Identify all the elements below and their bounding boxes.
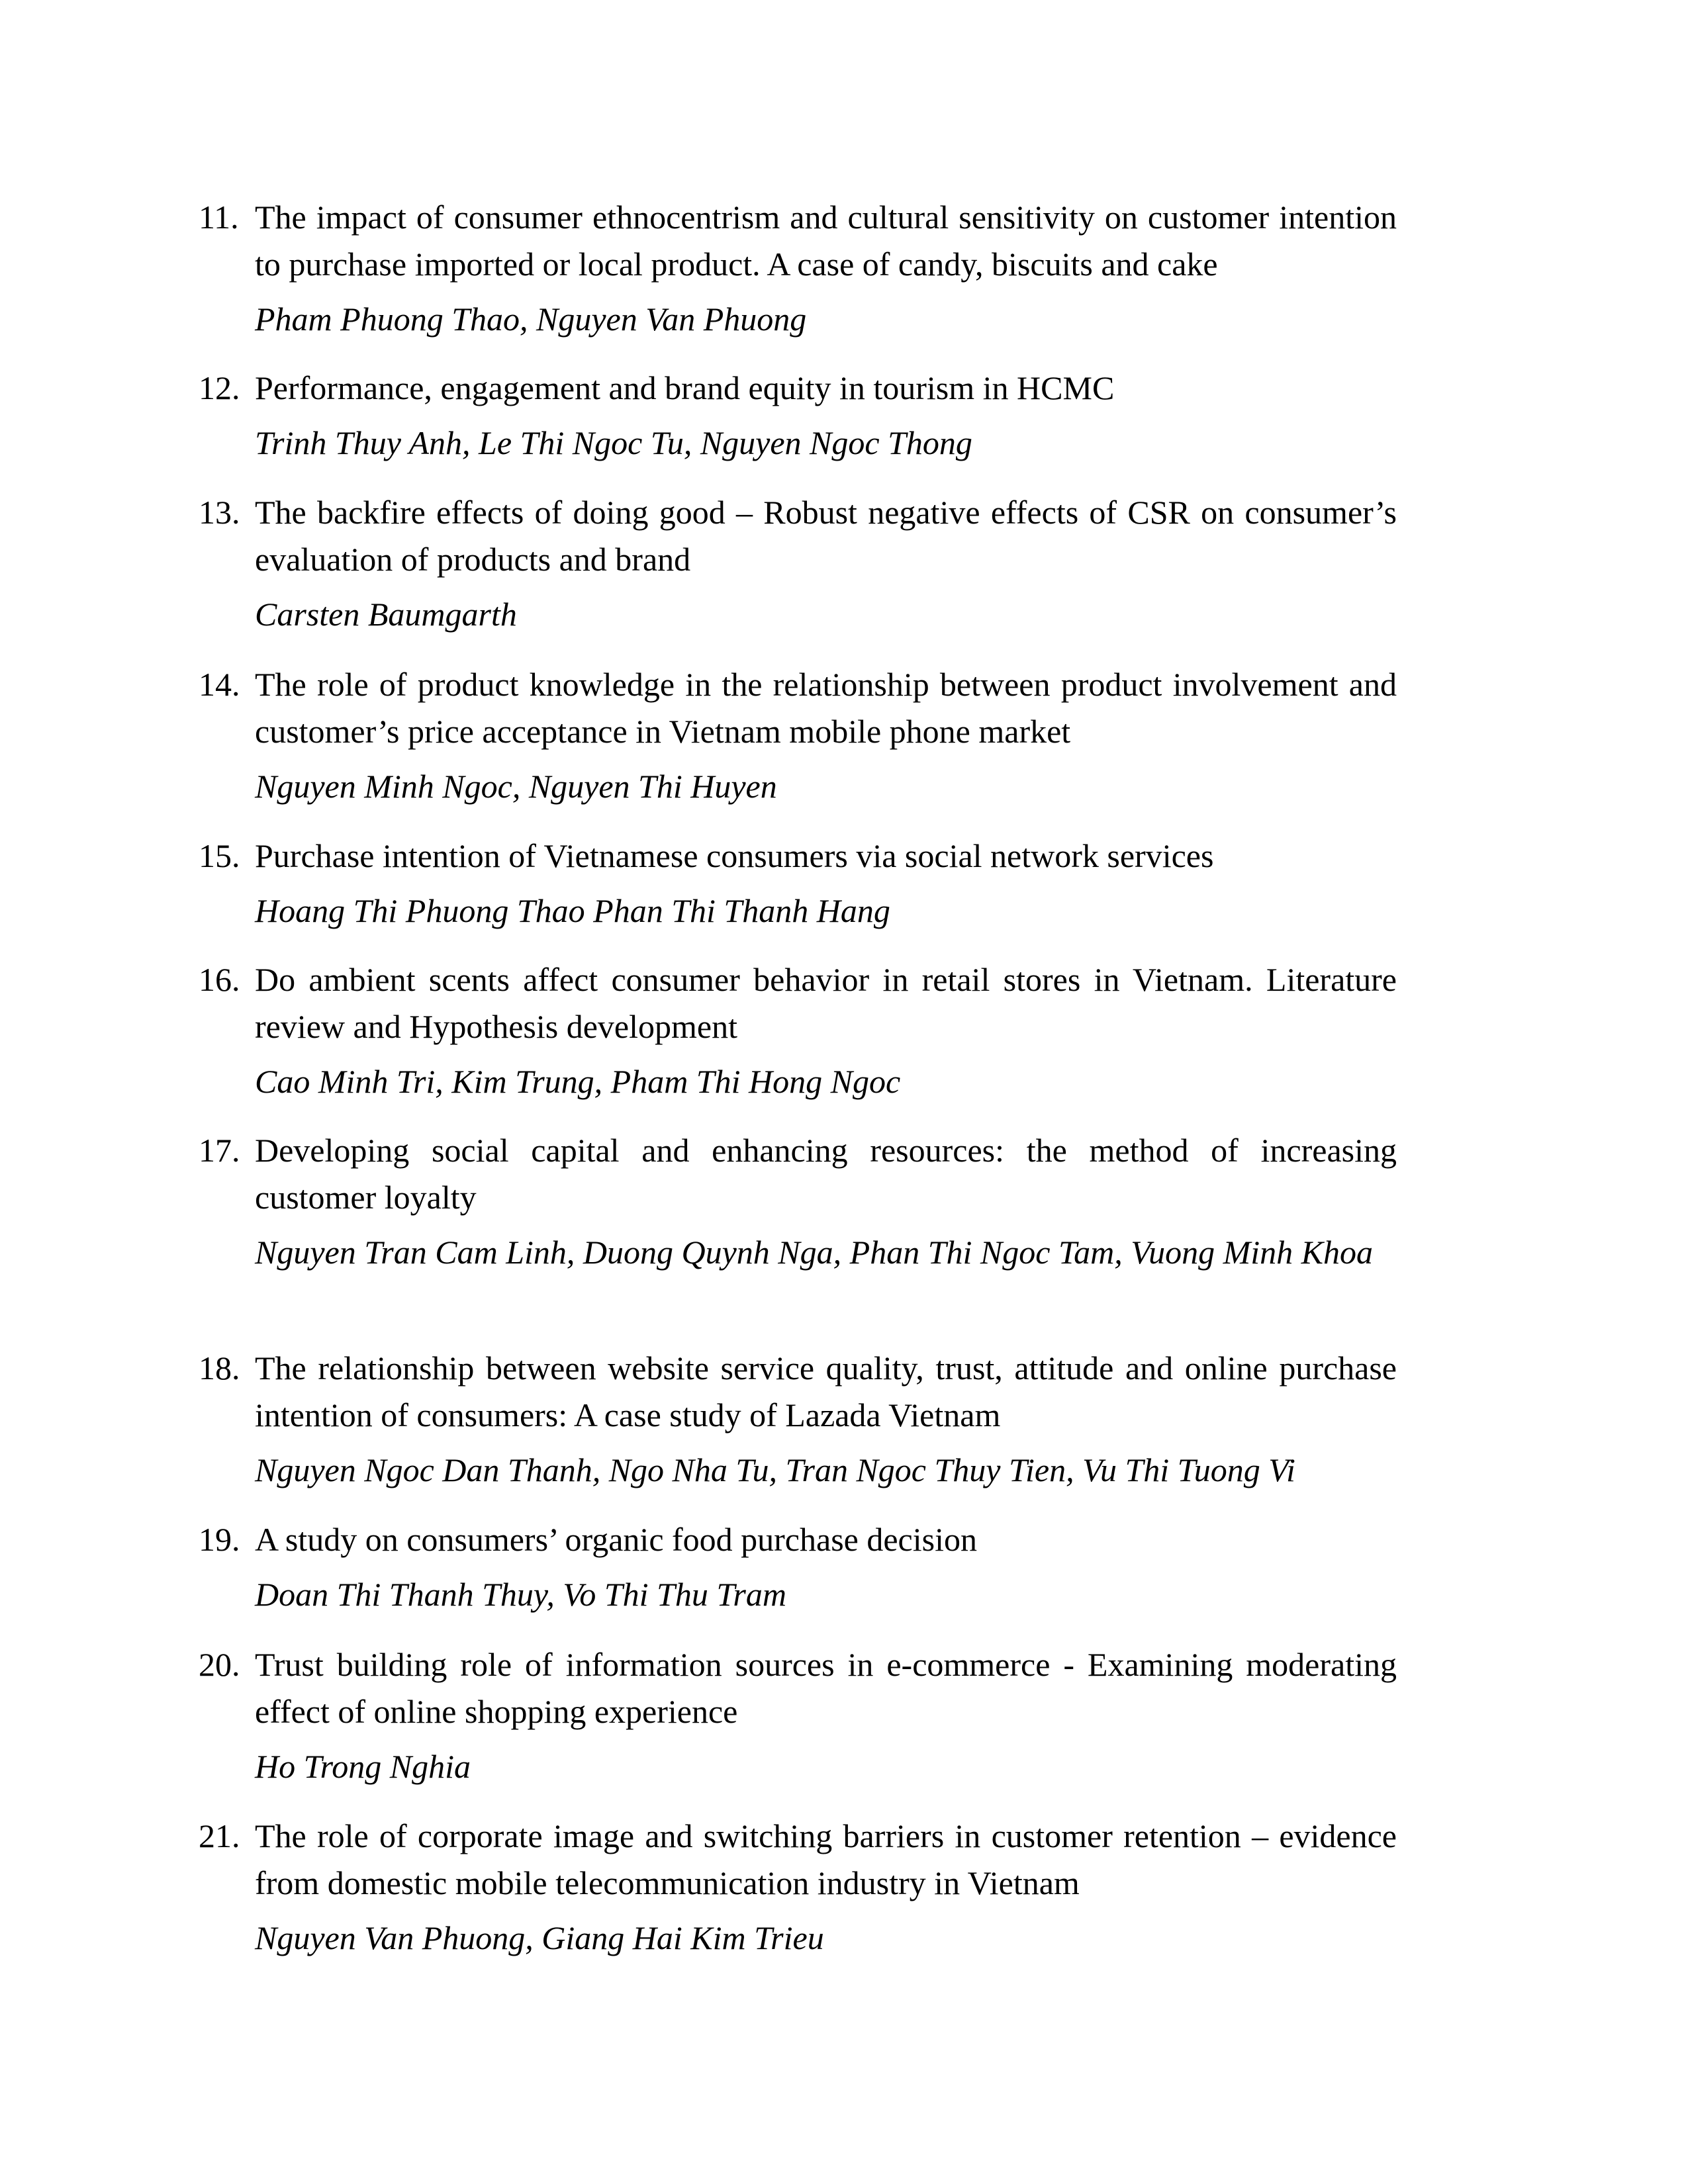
- paper-authors: Doan Thi Thanh Thuy, Vo Thi Thu Tram: [255, 1576, 786, 1613]
- paper-authors: Nguyen Minh Ngoc, Nguyen Thi Huyen: [255, 768, 777, 805]
- list-item: [199, 956, 1397, 1105]
- item-number: 14.: [199, 666, 240, 703]
- item-number: 15.: [199, 837, 240, 874]
- paper-title: The impact of consumer ethnocentrism and cultural sensitivity on customer intention to purchase imported or local product. A case of candy, biscuits and cake: [255, 199, 1397, 283]
- item-number: 19.: [199, 1521, 240, 1558]
- paper-title: Purchase intention of Vietnamese consumers via social network services: [255, 837, 1214, 874]
- paper-title: Do ambient scents affect consumer behavior in retail stores in Vietnam. Literature review and Hypothesis development: [255, 961, 1397, 1045]
- list-item: [199, 489, 1397, 638]
- paper-title: The relationship between website service quality, trust, attitude and online purchase intention of consumers: A case study of Lazada Vietnam: [255, 1349, 1397, 1433]
- paper-authors: Cao Minh Tri, Kim Trung, Pham Thi Hong Ngoc: [255, 1063, 901, 1100]
- list-item: [199, 1813, 1397, 1962]
- item-number: 18.: [199, 1349, 240, 1387]
- list-item: [199, 1641, 1397, 1790]
- paper-title: Performance, engagement and brand equity in tourism in HCMC: [255, 369, 1115, 406]
- paper-authors: Nguyen Tran Cam Linh, Duong Quynh Nga, Phan Thi Ngoc Tam, Vuong Minh Khoa: [255, 1234, 1373, 1271]
- list-item: [199, 1127, 1397, 1276]
- paper-title: The backfire effects of doing good – Robust negative effects of CSR on consumer’s evaluation of products and brand: [255, 494, 1397, 578]
- item-number: 17.: [199, 1132, 240, 1169]
- list-item: [199, 1516, 1397, 1618]
- paper-authors: Carsten Baumgarth: [255, 596, 517, 633]
- list-item: [199, 1345, 1397, 1494]
- item-number: 16.: [199, 961, 240, 998]
- paper-title: The role of corporate image and switching barriers in customer retention – evidence from domestic mobile telecommunication industry in Vietnam: [255, 1817, 1397, 1901]
- item-number: 21.: [199, 1817, 240, 1854]
- paper-title: Trust building role of information sources in e-commerce - Examining moderating effect of online shopping experience: [255, 1646, 1397, 1730]
- list-item: [199, 833, 1397, 934]
- paper-authors: Pham Phuong Thao, Nguyen Van Phuong: [255, 300, 807, 338]
- list-item: [199, 661, 1397, 810]
- item-number: 12.: [199, 369, 240, 406]
- paper-authors: Nguyen Ngoc Dan Thanh, Ngo Nha Tu, Tran Ngoc Thuy Tien, Vu Thi Tuong Vi: [255, 1451, 1295, 1488]
- paper-authors: Hoang Thi Phuong Thao Phan Thi Thanh Hang: [255, 892, 890, 929]
- paper-authors: Nguyen Van Phuong, Giang Hai Kim Trieu: [255, 1919, 824, 1956]
- item-number: 11.: [199, 199, 239, 236]
- paper-title: The role of product knowledge in the relationship between product involvement and customer’s price acceptance in Vietnam mobile phone market: [255, 666, 1397, 750]
- paper-authors: Ho Trong Nghia: [255, 1748, 471, 1785]
- item-number: 13.: [199, 494, 240, 531]
- paper-title: Developing social capital and enhancing resources: the method of increasing customer loyalty: [255, 1132, 1397, 1216]
- list-item: [199, 194, 1397, 343]
- paper-authors: Trinh Thuy Anh, Le Thi Ngoc Tu, Nguyen Ngoc Thong: [255, 424, 972, 461]
- item-number: 20.: [199, 1646, 240, 1683]
- list-item: [199, 365, 1397, 467]
- paper-title: A study on consumers’ organic food purchase decision: [255, 1521, 977, 1558]
